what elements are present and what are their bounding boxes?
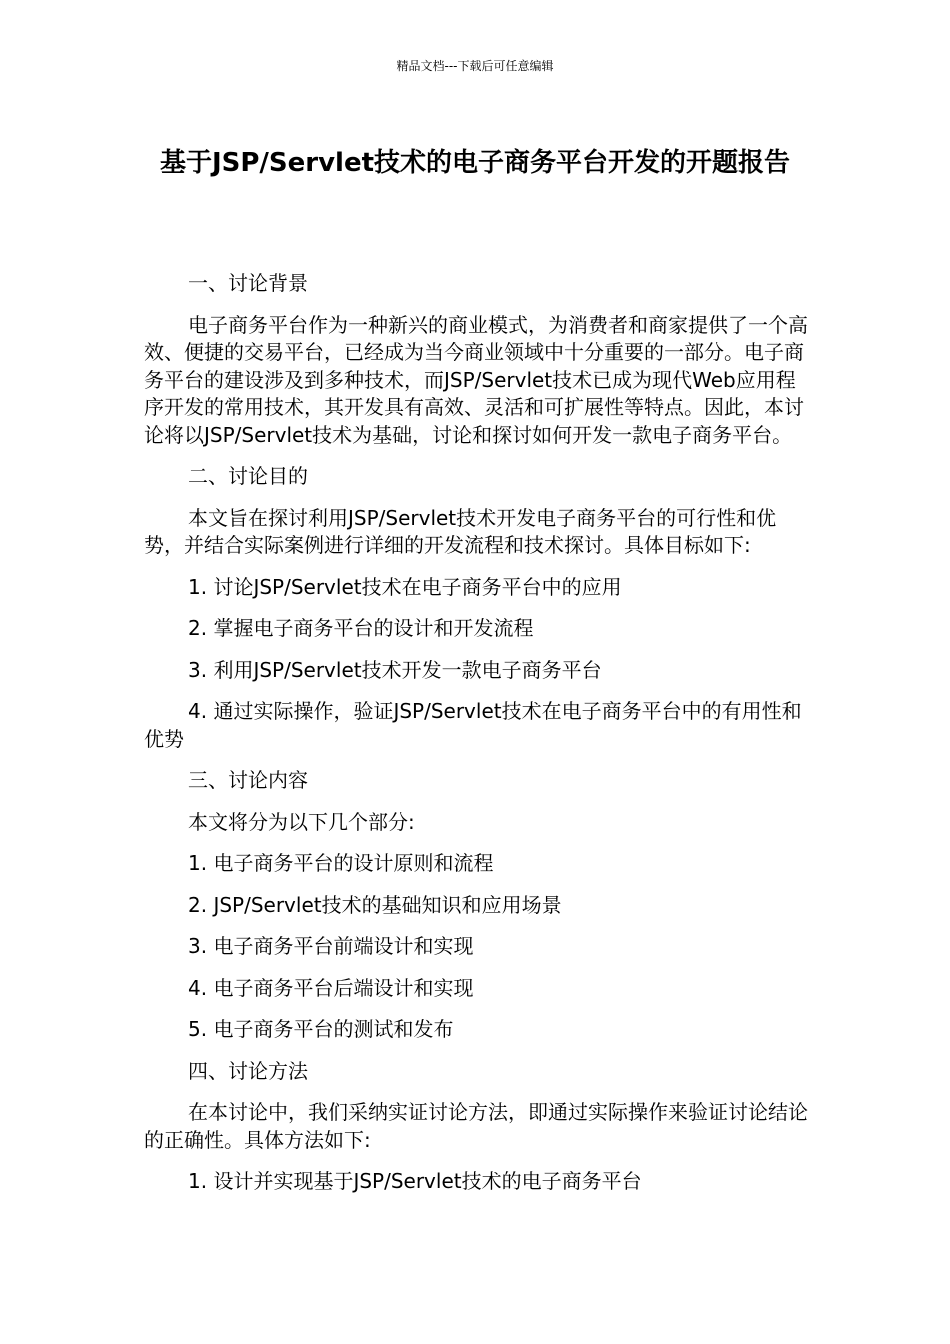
paragraph-content: 本文将分为以下几个部分: xyxy=(188,809,415,834)
section-heading-purpose: 二、讨论目的 xyxy=(188,464,308,488)
list-item: 1. 电子商务平台的设计原则和流程 xyxy=(188,851,494,875)
section-heading-content: 三、讨论内容 xyxy=(188,768,308,792)
list-item: 2. 掌握电子商务平台的设计和开发流程 xyxy=(188,616,534,640)
list-item: 3. 电子商务平台前端设计和实现 xyxy=(188,934,474,958)
list-item: 4. 通过实际操作，验证JSP/Servlet技术在电子商务平台中的有用性和优势 xyxy=(144,699,802,751)
list-item: 3. 利用JSP/Servlet技术开发一款电子商务平台 xyxy=(188,657,602,682)
list-item: 1. 讨论JSP/Servlet技术在电子商务平台中的应用 xyxy=(188,574,622,599)
list-item: 2. JSP/Servlet技术的基础知识和应用场景 xyxy=(188,892,562,917)
page-header: 精品文档---下载后可任意编辑 xyxy=(396,59,554,73)
list-item: 5. 电子商务平台的测试和发布 xyxy=(188,1017,454,1041)
document-body xyxy=(144,270,808,1210)
paragraph-purpose: 本文旨在探讨利用JSP/Servlet技术开发电子商务平台的可行性和优势，并结合实际案例进行详细的开发流程和技术探讨。具体目标如下: xyxy=(144,505,777,557)
list-item: 4. 电子商务平台后端设计和实现 xyxy=(188,975,474,1000)
section-heading-background: 一、讨论背景 xyxy=(188,271,308,295)
list-item: 1. 设计并实现基于JSP/Servlet技术的电子商务平台 xyxy=(188,1169,642,1193)
document-title: 基于JSP/Servlet技术的电子商务平台开发的开题报告 xyxy=(159,148,791,178)
paragraph-background: 电子商务平台作为一种新兴的商业模式，为消费者和商家提供了一个高效、便捷的交易平台，已经成为当今商业领域中十分重要的一部分。电子商务平台的建设涉及到多种技术，而JSP/Servlet技术已成为现代Web应用程序开发的常用技术，其开发具有高效、灵活和可扩展性等特点。因此，本讨论将以JSP/Servlet技术为基础，讨论和探讨如何开发一款电子商务平台。 xyxy=(144,312,808,447)
section-heading-method: 四、讨论方法 xyxy=(188,1058,308,1083)
paragraph-method: 在本讨论中，我们采纳实证讨论方法，即通过实际操作来验证讨论结论的正确性。具体方法如下: xyxy=(144,1100,808,1152)
